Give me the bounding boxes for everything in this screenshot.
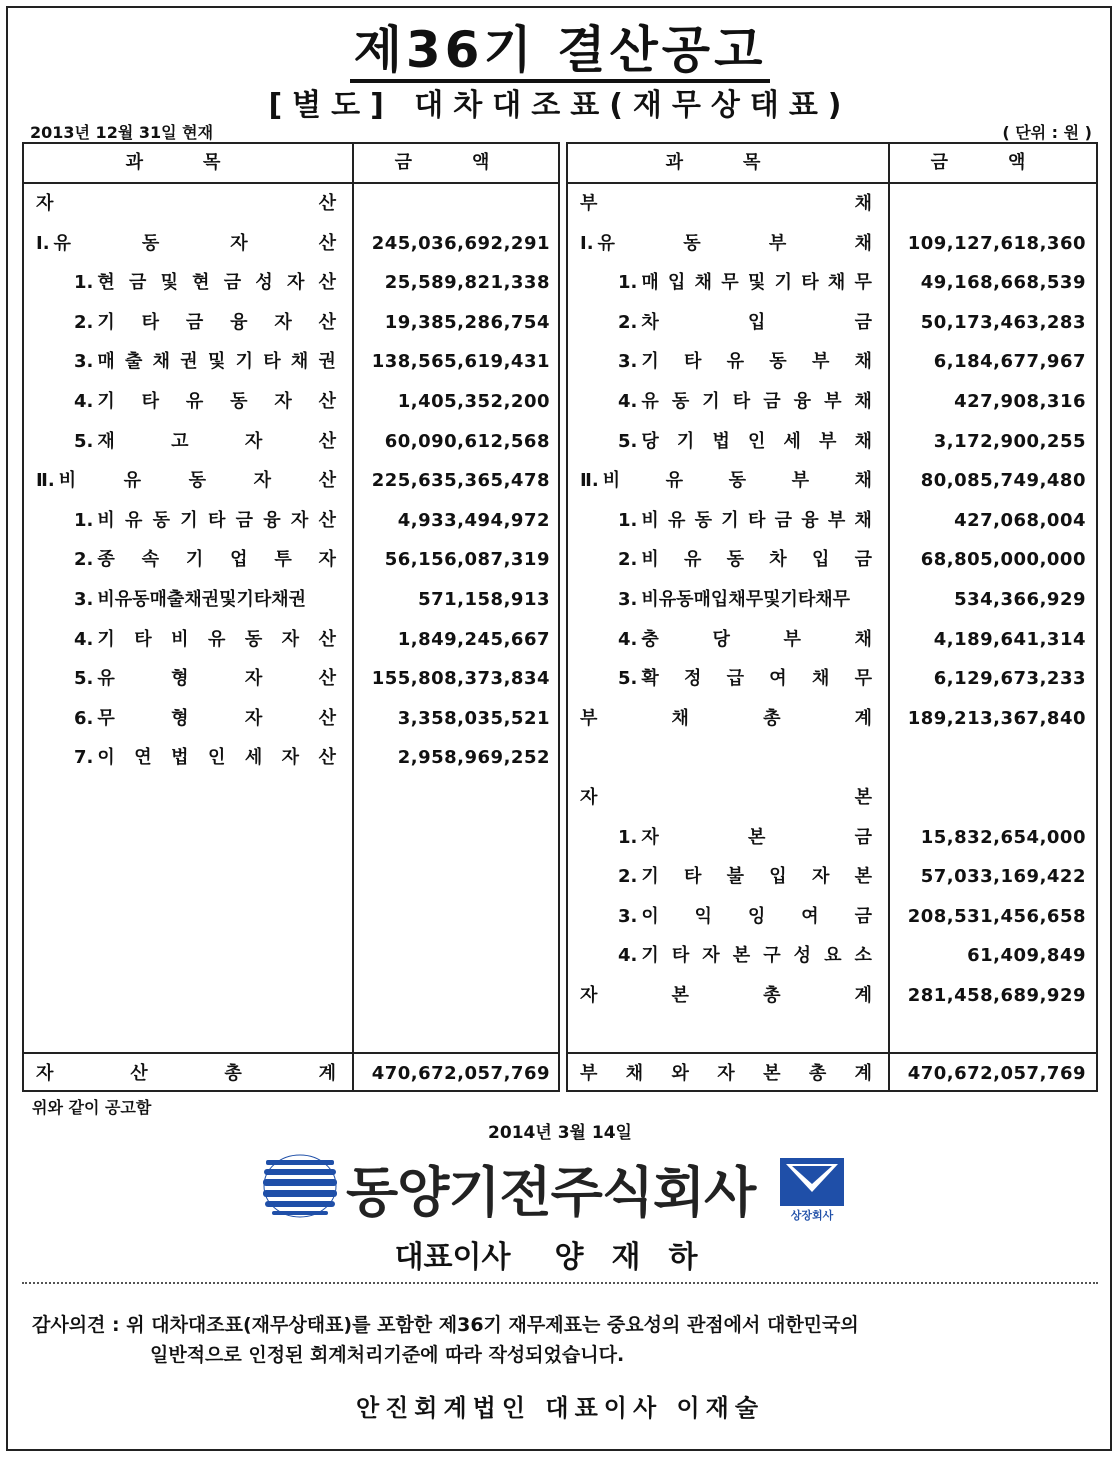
row-amount: 49,168,668,539 <box>920 272 1086 294</box>
item-number: Ⅱ. <box>580 470 599 492</box>
row-label <box>618 897 872 937</box>
row-label <box>580 699 872 739</box>
row-amount: 281,458,689,929 <box>907 985 1086 1006</box>
item-number: 3. <box>618 351 638 373</box>
item-number: 1. <box>618 509 638 531</box>
item-number: 1. <box>618 826 638 848</box>
item-label-text: 기 타 비 유 동 자 산 <box>97 628 336 650</box>
assets-total-amount: 470,672,057,769 <box>371 1063 550 1084</box>
table-row <box>568 184 1096 224</box>
table-row <box>24 184 558 224</box>
table-row <box>568 976 1096 1016</box>
item-label-text: 매 입 채 무 및 기 타 채 무 <box>641 272 872 294</box>
company-name: 동양기전주식회사 <box>346 1161 756 1224</box>
row-amount: 60,090,612,568 <box>384 430 550 452</box>
item-label-text: 자 본 총 계 <box>580 985 872 1006</box>
listed-company-badge <box>780 1158 844 1206</box>
row-label <box>618 303 872 343</box>
item-number: 3. <box>74 589 94 610</box>
table-row <box>568 778 1096 818</box>
row-label <box>618 263 872 303</box>
item-label-text: 무 형 자 산 <box>97 707 336 729</box>
page-subtitle: [별도] 대차대조표(재무상태표) <box>268 88 852 123</box>
item-number: 6. <box>74 707 94 729</box>
header-item: 과목 <box>665 152 821 173</box>
row-label <box>580 778 872 818</box>
item-label-text: 확 정 급 여 채 무 <box>641 668 872 690</box>
table-row <box>24 303 558 343</box>
row-amount: 109,127,618,360 <box>907 232 1086 254</box>
item-label-text: 현 금 및 현 금 성 자 산 <box>97 272 336 294</box>
row-label <box>74 342 336 382</box>
table-row <box>568 540 1096 580</box>
liabilities-equity-table <box>566 142 1098 1092</box>
ceo-title: 대표이사 <box>394 1240 511 1275</box>
row-label <box>618 620 872 660</box>
row-amount: 245,036,692,291 <box>371 232 550 254</box>
liabilities-equity-total-amount: 470,672,057,769 <box>907 1063 1086 1084</box>
item-label-text: 자 본 <box>580 787 872 808</box>
audit-line-2: 일반적으로 인정된 회계처리기준에 따라 작성되었습니다. <box>150 1344 625 1366</box>
row-amount: 225,635,365,478 <box>371 470 550 492</box>
item-number: 1. <box>618 272 638 294</box>
table-row <box>568 342 1096 382</box>
audit-line-1: 감사의견 : 위 대차대조표(재무상태표)를 포함한 제36기 재무제표는 중요성의 관점에서 대한민국의 <box>32 1314 859 1336</box>
notice-date: 2014년 3월 14일 <box>488 1123 632 1143</box>
item-number: 4. <box>74 628 94 650</box>
item-label-text: 유 동 자 산 <box>53 232 336 254</box>
item-number: 2. <box>618 549 638 571</box>
row-amount: 50,173,463,283 <box>920 311 1086 333</box>
table-row <box>568 738 1096 778</box>
item-label-text <box>580 738 872 778</box>
row-label <box>580 184 872 224</box>
audit-opinion <box>32 1310 859 1370</box>
row-label <box>618 659 872 699</box>
item-label-text: 유 형 자 산 <box>97 668 336 690</box>
row-label <box>74 382 336 422</box>
table-row <box>24 580 558 620</box>
item-number: Ⅰ. <box>580 232 594 254</box>
table-row <box>568 936 1096 976</box>
table-row <box>568 818 1096 858</box>
item-number: Ⅱ. <box>36 470 55 492</box>
table-row <box>24 224 558 264</box>
item-label-text: 비 유 동 자 산 <box>58 470 336 492</box>
row-label <box>580 738 872 778</box>
row-amount: 138,565,619,431 <box>371 351 550 373</box>
row-label <box>74 659 336 699</box>
row-label <box>74 501 336 541</box>
statement-date: 2013년 12월 31일 현재 <box>30 123 214 142</box>
globe-icon <box>263 1155 337 1217</box>
row-label <box>580 224 872 264</box>
item-label-text: 기 타 금 융 자 산 <box>97 311 336 333</box>
row-amount: 1,849,245,667 <box>397 628 550 650</box>
table-row <box>24 382 558 422</box>
item-number: 3. <box>618 905 638 927</box>
item-label-text: 비 유 동 부 채 <box>602 470 872 492</box>
header-amount: 금액 <box>394 152 550 173</box>
table-row <box>568 620 1096 660</box>
item-number: 3. <box>74 351 94 373</box>
table-row <box>568 659 1096 699</box>
item-label-text: 비유동매입채무및기타채무 <box>641 589 851 610</box>
item-label-text: 자 산 <box>36 193 336 214</box>
row-label <box>36 184 336 224</box>
item-number: 1. <box>74 509 94 531</box>
table-row <box>568 224 1096 264</box>
item-number: 2. <box>618 311 638 333</box>
item-label-text: 종 속 기 업 투 자 <box>97 549 336 571</box>
listed-badge-label: 상장회사 <box>790 1209 834 1222</box>
table-row <box>24 540 558 580</box>
assets-table <box>22 142 560 1092</box>
item-number: 2. <box>74 549 94 571</box>
liabilities-equity-total-row <box>568 1054 1096 1094</box>
item-number: 5. <box>74 430 94 452</box>
item-number: Ⅰ. <box>36 232 50 254</box>
item-number: 5. <box>74 668 94 690</box>
ceo-name: 양재하 <box>554 1240 726 1275</box>
item-label-text: 기 타 유 동 자 산 <box>97 391 336 412</box>
table-row <box>24 620 558 660</box>
item-label-text: 자 본 금 <box>641 826 872 848</box>
item-label-text: 부 채 <box>580 193 872 214</box>
item-number: 4. <box>618 628 638 650</box>
row-amount: 427,068,004 <box>954 509 1086 531</box>
table-row <box>24 699 558 739</box>
table-row <box>24 342 558 382</box>
row-label <box>580 461 872 501</box>
table-row <box>24 659 558 699</box>
row-amount: 56,156,087,319 <box>384 549 550 571</box>
item-label-text: 비유동매출채권및기타채권 <box>97 589 307 610</box>
ceo-signature <box>0 1232 1120 1276</box>
row-amount: 4,189,641,314 <box>933 628 1086 650</box>
row-amount: 80,085,749,480 <box>920 470 1086 492</box>
item-number: 2. <box>74 311 94 333</box>
table-row <box>568 422 1096 462</box>
table-row <box>568 263 1096 303</box>
row-label <box>618 936 872 976</box>
item-label-text: 기 타 유 동 부 채 <box>641 351 872 373</box>
assets-table-header <box>24 144 558 184</box>
row-amount: 2,958,969,252 <box>397 747 550 769</box>
item-label-text: 유 동 기 타 금 융 부 채 <box>641 391 872 412</box>
row-amount: 25,589,821,338 <box>384 272 550 294</box>
item-label-text: 자 산 총 계 <box>36 1063 336 1084</box>
table-row <box>24 422 558 462</box>
dotted-divider <box>22 1282 1098 1284</box>
row-amount: 57,033,169,422 <box>920 866 1086 888</box>
row-amount: 4,933,494,972 <box>397 509 550 531</box>
table-row <box>568 580 1096 620</box>
row-amount: 571,158,913 <box>418 589 550 610</box>
row-label <box>36 224 336 264</box>
table-row <box>568 897 1096 937</box>
row-label <box>618 818 872 858</box>
unit-label: ( 단위 : 원 ) <box>1002 123 1092 142</box>
item-label-text: 부 채 와 자 본 총 계 <box>580 1063 872 1084</box>
item-label-text: 차 입 금 <box>641 311 872 333</box>
row-amount: 6,129,673,233 <box>933 668 1086 690</box>
row-label <box>74 263 336 303</box>
item-label-text: 매 출 채 권 및 기 타 채 권 <box>97 351 336 373</box>
table-row <box>568 857 1096 897</box>
assets-total-row <box>24 1054 558 1094</box>
row-label <box>74 699 336 739</box>
item-label-text: 비 유 동 차 입 금 <box>641 549 872 571</box>
table-row <box>568 461 1096 501</box>
row-amount: 189,213,367,840 <box>907 707 1086 729</box>
item-label-text: 충 당 부 채 <box>641 628 872 650</box>
row-amount: 6,184,677,967 <box>933 351 1086 373</box>
row-label <box>618 580 872 620</box>
item-label-text: 이 익 잉 여 금 <box>641 905 872 927</box>
row-label <box>618 540 872 580</box>
table-row <box>568 501 1096 541</box>
notice-text: 위와 같이 공고함 <box>32 1098 152 1117</box>
row-amount: 15,832,654,000 <box>920 826 1086 848</box>
item-label-text: 비 유 동 기 타 금 융 자 산 <box>97 509 336 531</box>
item-label-text: 부 채 총 계 <box>580 707 872 729</box>
row-label <box>74 580 336 620</box>
row-amount: 155,808,373,834 <box>371 668 550 690</box>
table-row <box>24 263 558 303</box>
row-label <box>74 540 336 580</box>
auditor-signature: 안진회계법인 대표이사 이재술 <box>355 1394 765 1422</box>
row-label <box>618 342 872 382</box>
item-label-text: 이 연 법 인 세 자 산 <box>97 747 336 769</box>
row-label <box>74 620 336 660</box>
page-title: 제36기 결산공고 <box>0 10 1120 82</box>
item-label-text: 기 타 자 본 구 성 요 소 <box>641 945 872 967</box>
row-amount: 534,366,929 <box>954 589 1086 610</box>
row-label <box>618 857 872 897</box>
item-number: 5. <box>618 430 638 452</box>
row-amount: 3,358,035,521 <box>397 707 550 729</box>
item-number: 4. <box>74 391 94 412</box>
row-label <box>580 976 872 1016</box>
item-label-text: 기 타 불 입 자 본 <box>641 866 872 888</box>
row-amount: 61,409,849 <box>967 945 1086 967</box>
row-amount: 19,385,286,754 <box>384 311 550 333</box>
table-row <box>24 501 558 541</box>
row-label <box>74 303 336 343</box>
table-row <box>24 738 558 778</box>
item-number: 4. <box>618 945 638 967</box>
row-amount: 3,172,900,255 <box>933 430 1086 452</box>
table-row <box>568 382 1096 422</box>
liabilities-equity-total-label <box>580 1054 872 1094</box>
header-item: 과목 <box>125 152 281 173</box>
table-row <box>568 303 1096 343</box>
item-number: 1. <box>74 272 94 294</box>
row-label <box>36 461 336 501</box>
item-label-text: 유 동 부 채 <box>597 232 872 254</box>
row-amount: 68,805,000,000 <box>920 549 1086 571</box>
row-label <box>74 422 336 462</box>
item-number: 5. <box>618 668 638 690</box>
table-row <box>24 461 558 501</box>
item-label-text: 당 기 법 인 세 부 채 <box>641 430 872 452</box>
item-label-text: 비 유 동 기 타 금 융 부 채 <box>641 509 872 531</box>
table-row <box>568 699 1096 739</box>
row-amount: 208,531,456,658 <box>907 905 1086 927</box>
row-label <box>618 501 872 541</box>
row-amount: 1,405,352,200 <box>397 391 550 412</box>
row-label <box>618 422 872 462</box>
row-amount: 427,908,316 <box>954 391 1086 412</box>
item-number: 7. <box>74 747 94 769</box>
liabilities-table-header <box>568 144 1096 184</box>
header-amount: 금액 <box>930 152 1086 173</box>
item-label-text: 재 고 자 산 <box>97 430 336 452</box>
assets-total-label <box>36 1054 336 1094</box>
row-label <box>74 738 336 778</box>
row-label <box>618 382 872 422</box>
item-number: 4. <box>618 391 638 412</box>
item-number: 2. <box>618 866 638 888</box>
item-number: 3. <box>618 589 638 610</box>
